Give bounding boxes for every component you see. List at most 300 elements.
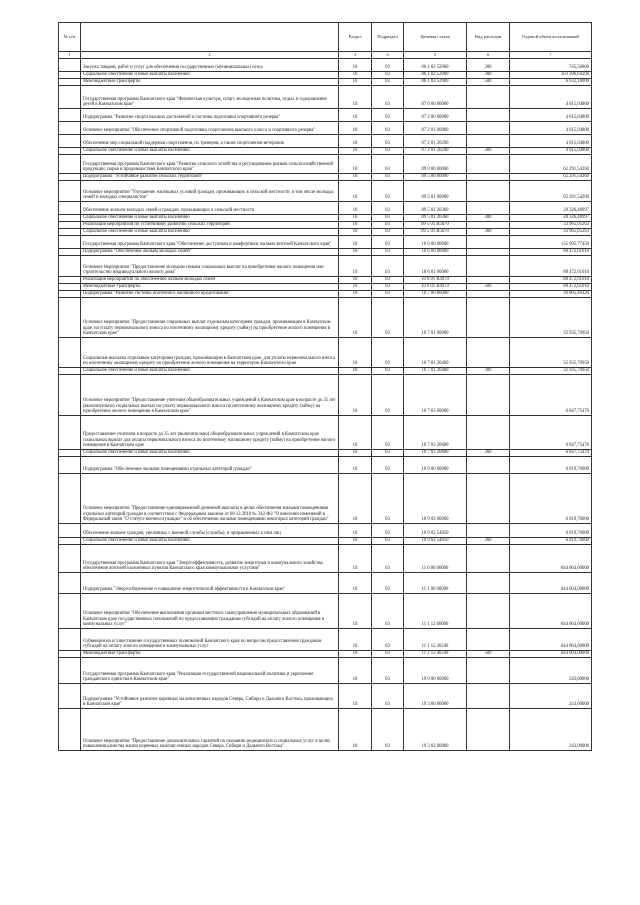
- row-podrazdel-cell: 03: [372, 256, 404, 277]
- table-row: [59, 684, 592, 709]
- row-name-cell: Основное мероприятие "Обеспечение выполнения органами местного самоуправления муниципальных образований в Камчатском крае государственных полномочий по предоставлению гражданам субсидий на оплату жилого помещения и коммунальных услуг": [81, 594, 339, 629]
- row-amount-cell: 6 819,70000: [510, 538, 592, 545]
- row-name-cell: Государственная программа Камчатского края "Реализация государственной национальной политики и укрепление гражданского единства в Камчатском крае": [81, 658, 339, 684]
- row-razdel-cell: 10: [339, 202, 372, 215]
- row-amount-cell: 28 326,48997: [510, 215, 592, 222]
- row-vr-cell: 300: [467, 368, 510, 375]
- column-number: 1: [59, 52, 81, 59]
- table-row: [59, 524, 592, 538]
- row-podrazdel-cell: 03: [372, 298, 404, 338]
- row-amount-cell: 88 472,61010: [510, 277, 592, 284]
- row-podrazdel-cell: 03: [372, 277, 404, 284]
- row-number-cell: [59, 79, 81, 86]
- row-razdel-cell: 10: [339, 59, 372, 72]
- row-csr-cell: 10 7 03 00000: [404, 375, 467, 416]
- row-vr-cell: [467, 573, 510, 594]
- row-name-cell: Реализация мероприятий по обеспечению жильем молодых семей: [81, 277, 339, 284]
- row-number-cell: [59, 709, 81, 751]
- row-razdel-cell: 10: [339, 629, 372, 651]
- row-number-cell: [59, 236, 81, 249]
- row-name-cell: Межбюджетные трансферты: [81, 651, 339, 658]
- table-row: [59, 72, 592, 79]
- table-row: [59, 298, 592, 338]
- row-name-cell: Основное мероприятие "Предоставление учителям общеобразовательных учреждений в Камчатском крае в возрасте до 35 лет (включительно) социальных выплат на уплату первоначального взноса по ипотечному жилищному кредиту (займу) на приобретение жилого помещения в Камчатском крае": [81, 375, 339, 416]
- row-csr-cell: 09 0 00 00000: [404, 155, 467, 174]
- row-number-cell: [59, 573, 81, 594]
- row-csr-cell: 10 6 01 00000: [404, 256, 467, 277]
- row-podrazdel-cell: 03: [372, 291, 404, 298]
- row-amount-cell: 39 805,46420: [510, 291, 592, 298]
- row-name-cell: Основное мероприятие "Предоставление дополнительных гарантий по оказанию медицинских и социальных услуг в целях повышения качества жизни коренных малочисленных народов Севера, Сибири и Дальнего Востока": [81, 709, 339, 751]
- row-vr-cell: [467, 122, 510, 135]
- row-name-cell: Социальное обеспечение и иные выплаты населению: [81, 450, 339, 457]
- row-podrazdel-cell: 03: [372, 249, 404, 256]
- table-row: [59, 284, 592, 291]
- header-podrazdel: Подраздел: [372, 23, 404, 52]
- row-amount-cell: 6 819,70000: [510, 524, 592, 538]
- row-csr-cell: 10 7 03 20680: [404, 416, 467, 450]
- row-amount-cell: 6 032,10000: [510, 79, 592, 86]
- row-number-cell: [59, 249, 81, 256]
- table-row: [59, 174, 592, 181]
- row-number-cell: [59, 284, 81, 291]
- row-csr-cell: 06 1 02 52900: [404, 72, 467, 79]
- row-vr-cell: [467, 222, 510, 229]
- row-podrazdel-cell: 03: [372, 594, 404, 629]
- header-amount: Годовой объем ассигнований: [510, 23, 592, 52]
- row-amount-cell: 4 015,04800: [510, 148, 592, 155]
- row-name-cell: Обеспечение жильем граждан, уволенных с военной службы (службы), и приравненных к ним лиц: [81, 524, 339, 538]
- row-vr-cell: [467, 658, 510, 684]
- row-vr-cell: 500: [467, 79, 510, 86]
- row-name-cell: Межбюджетные трансферты: [81, 284, 339, 291]
- row-amount-cell: 32 935,70950: [510, 368, 592, 375]
- row-csr-cell: 10 7 01 20400: [404, 338, 467, 368]
- row-number-cell: [59, 122, 81, 135]
- row-number-cell: [59, 457, 81, 474]
- row-name-cell: Социальное обеспечение и иные выплаты населению: [81, 72, 339, 79]
- row-podrazdel-cell: 03: [372, 658, 404, 684]
- row-vr-cell: [467, 155, 510, 174]
- row-podrazdel-cell: 03: [372, 86, 404, 109]
- row-podrazdel-cell: 03: [372, 174, 404, 181]
- row-vr-cell: 300: [467, 450, 510, 457]
- row-name-cell: Социальное обеспечение и иные выплаты населению: [81, 148, 339, 155]
- row-amount-cell: 6 847,75470: [510, 416, 592, 450]
- row-podrazdel-cell: 03: [372, 215, 404, 222]
- row-number-cell: [59, 416, 81, 450]
- row-csr-cell: 11 1 12 00000: [404, 594, 467, 629]
- row-number-cell: [59, 594, 81, 629]
- row-razdel-cell: 10: [339, 79, 372, 86]
- row-number-cell: [59, 202, 81, 215]
- row-amount-cell: 4 015,04800: [510, 109, 592, 122]
- row-csr-cell: 09 5 01 00000: [404, 181, 467, 202]
- row-number-cell: [59, 109, 81, 122]
- row-vr-cell: 500: [467, 284, 510, 291]
- row-razdel-cell: 10: [339, 524, 372, 538]
- row-podrazdel-cell: 03: [372, 202, 404, 215]
- table-row: [59, 122, 592, 135]
- row-number-cell: [59, 59, 81, 72]
- row-csr-cell: 11 0 00 00000: [404, 545, 467, 573]
- row-name-cell: Обеспечение мер социальной поддержки спортсменов, их тренеров, а также спортсменов-ветеранов: [81, 135, 339, 148]
- row-vr-cell: 300: [467, 229, 510, 236]
- table-row: [59, 181, 592, 202]
- table-row: [59, 202, 592, 215]
- row-csr-cell: 10 9 02 54850: [404, 538, 467, 545]
- row-podrazdel-cell: 03: [372, 284, 404, 291]
- row-csr-cell: 09 5 01 R5670: [404, 222, 467, 229]
- row-vr-cell: [467, 416, 510, 450]
- row-podrazdel-cell: 03: [372, 368, 404, 375]
- row-number-cell: [59, 368, 81, 375]
- row-name-cell: Подпрограмма "Обеспечение жилыми помещениями отдельных категорий граждан": [81, 457, 339, 474]
- row-name-cell: Государственная программа Камчатского края "Физическая культура, спорт, молодежная политика, отдых и оздоровление детей в Камчатском крае": [81, 86, 339, 109]
- row-podrazdel-cell: 03: [372, 538, 404, 545]
- row-vr-cell: [467, 684, 510, 709]
- row-razdel-cell: 10: [339, 135, 372, 148]
- row-number-cell: [59, 229, 81, 236]
- row-podrazdel-cell: 03: [372, 651, 404, 658]
- row-amount-cell: 62 291,54260: [510, 155, 592, 174]
- row-name-cell: Основное мероприятие "Предоставление единовременной денежной выплаты в целях обеспечения жилыми помещениями отдельных категорий граждан в соответствии с Федеральным законом от 08.12.2010 № 342-ФЗ "О внесении изменений в Федеральный закон "О статусе военнослужащих" и об обеспечении жилыми помещениями некоторых категорий граждан": [81, 474, 339, 524]
- header-vr: Вид расходов: [467, 23, 510, 52]
- table-row: [59, 249, 592, 256]
- row-razdel-cell: 10: [339, 338, 372, 368]
- row-name-cell: Подпрограмма "Энергосбережение и повышение энергетической эффективности в Камчатском крае": [81, 573, 339, 594]
- row-number-cell: [59, 155, 81, 174]
- table-row: [59, 236, 592, 249]
- row-number-cell: [59, 338, 81, 368]
- row-csr-cell: 19 3 02 00000: [404, 709, 467, 751]
- row-number-cell: [59, 684, 81, 709]
- row-csr-cell: 07 2 01 00000: [404, 122, 467, 135]
- row-podrazdel-cell: 03: [372, 545, 404, 573]
- row-amount-cell: 6 847,75470: [510, 450, 592, 457]
- row-csr-cell: 10 7 03 20680: [404, 450, 467, 457]
- row-name-cell: Основное мероприятие "Обеспечение спортивной подготовки спортсменов высокого класса и спортивного резерва": [81, 122, 339, 135]
- row-amount-cell: 103 396,64200: [510, 72, 592, 79]
- row-amount-cell: 243,00000: [510, 709, 592, 751]
- row-vr-cell: [467, 338, 510, 368]
- table-row: [59, 229, 592, 236]
- row-vr-cell: [467, 236, 510, 249]
- header-csr: Целевая статья: [404, 23, 467, 52]
- row-name-cell: Подпрограмма "Развитие спорта высших достижений и системы подготовки спортивного резерва": [81, 109, 339, 122]
- row-name-cell: Основное мероприятие "Предоставление социальных выплат отдельным категориям граждан, проживающим в Камчатском крае, на уплату первоначального взноса по ипотечному жилищному кредиту (займу) на приобретение жилого помещения в Камчатском крае": [81, 298, 339, 338]
- row-name-cell: Подпрограмма "Развитие системы ипотечного жилищного кредитования": [81, 291, 339, 298]
- row-razdel-cell: 10: [339, 538, 372, 545]
- row-csr-cell: 07 2 01 20290: [404, 135, 467, 148]
- row-amount-cell: 62 291,54260: [510, 181, 592, 202]
- column-number: 5: [404, 52, 467, 59]
- row-number-cell: [59, 298, 81, 338]
- row-vr-cell: [467, 291, 510, 298]
- row-razdel-cell: 10: [339, 229, 372, 236]
- row-podrazdel-cell: 03: [372, 72, 404, 79]
- row-csr-cell: 06 1 02 52900: [404, 79, 467, 86]
- header-no: № п/п: [59, 23, 81, 52]
- table-row: [59, 277, 592, 284]
- row-podrazdel-cell: 03: [372, 109, 404, 122]
- row-razdel-cell: 10: [339, 222, 372, 229]
- row-csr-cell: 19 0 00 00000: [404, 658, 467, 684]
- row-razdel-cell: 10: [339, 474, 372, 524]
- row-amount-cell: 644 064,00000: [510, 573, 592, 594]
- row-csr-cell: 09 5 01 R5670: [404, 229, 467, 236]
- row-podrazdel-cell: 03: [372, 229, 404, 236]
- row-number-cell: [59, 291, 81, 298]
- row-csr-cell: 11 1 00 00000: [404, 573, 467, 594]
- row-csr-cell: 06 1 02 52900: [404, 59, 467, 72]
- table-row: [59, 256, 592, 277]
- row-number-cell: [59, 181, 81, 202]
- row-razdel-cell: 10: [339, 375, 372, 416]
- row-csr-cell: 09 5 01 20360: [404, 202, 467, 215]
- row-name-cell: Обеспечение жильем молодых семей и граждан, проживающих в сельской местности: [81, 202, 339, 215]
- row-podrazdel-cell: 03: [372, 457, 404, 474]
- row-vr-cell: 300: [467, 215, 510, 222]
- row-vr-cell: [467, 249, 510, 256]
- row-amount-cell: 4 015,04800: [510, 135, 592, 148]
- row-csr-cell: 10 7 01 20400: [404, 368, 467, 375]
- row-vr-cell: [467, 256, 510, 277]
- row-amount-cell: 6 819,70000: [510, 474, 592, 524]
- row-vr-cell: 500: [467, 651, 510, 658]
- row-name-cell: Государственная программа Камчатского края "Обеспечение доступным и комфортным жильем жителей Камчатского края": [81, 236, 339, 249]
- row-amount-cell: 644 064,00000: [510, 594, 592, 629]
- table-row: [59, 148, 592, 155]
- table-row: [59, 86, 592, 109]
- row-podrazdel-cell: 03: [372, 684, 404, 709]
- row-razdel-cell: 10: [339, 416, 372, 450]
- row-number-cell: [59, 256, 81, 277]
- row-amount-cell: 88 472,61010: [510, 249, 592, 256]
- column-number-row: [59, 52, 592, 59]
- row-csr-cell: 10 7 01 00000: [404, 298, 467, 338]
- row-amount-cell: 644 064,00000: [510, 629, 592, 651]
- row-name-cell: Закупка товаров, работ и услуг для обеспечения государственных (муниципальных) нужд: [81, 59, 339, 72]
- header-name: [81, 23, 339, 52]
- row-podrazdel-cell: 03: [372, 122, 404, 135]
- row-vr-cell: 300: [467, 148, 510, 155]
- row-vr-cell: [467, 709, 510, 751]
- row-amount-cell: 33 965,05263: [510, 222, 592, 229]
- row-amount-cell: 243,00000: [510, 684, 592, 709]
- row-razdel-cell: 10: [339, 249, 372, 256]
- row-podrazdel-cell: 03: [372, 236, 404, 249]
- row-podrazdel-cell: 03: [372, 222, 404, 229]
- row-vr-cell: [467, 277, 510, 284]
- row-number-cell: [59, 215, 81, 222]
- row-name-cell: Социальные выплаты отдельным категориям граждан, проживающим в Камчатском крае, для уплаты первоначального взноса по ипотечному жилищному кредиту на приобретение жилого помещения на территории Камчатского края: [81, 338, 339, 368]
- row-razdel-cell: 10: [339, 658, 372, 684]
- row-number-cell: [59, 538, 81, 545]
- table-row: [59, 215, 592, 222]
- row-csr-cell: 11 1 12 40240: [404, 629, 467, 651]
- row-csr-cell: 10 6 01 R4970: [404, 277, 467, 284]
- row-podrazdel-cell: 03: [372, 416, 404, 450]
- row-csr-cell: 10 6 00 00000: [404, 249, 467, 256]
- row-vr-cell: [467, 524, 510, 538]
- row-name-cell: Межбюджетные трансферты: [81, 79, 339, 86]
- row-name-cell: Основное мероприятие "Улучшение жилищных условий граждан, проживающих в сельской местности, в том числе молодых семей и молодых специалистов": [81, 181, 339, 202]
- row-name-cell: Социальное обеспечение и иные выплаты населению: [81, 368, 339, 375]
- row-vr-cell: [467, 298, 510, 338]
- row-csr-cell: 10 6 01 R4970: [404, 284, 467, 291]
- row-number-cell: [59, 524, 81, 538]
- row-podrazdel-cell: 03: [372, 709, 404, 751]
- row-podrazdel-cell: 03: [372, 148, 404, 155]
- table-row: [59, 629, 592, 651]
- row-vr-cell: [467, 109, 510, 122]
- row-name-cell: Государственная программа Камчатского края "Энергоэффективность, развитие энергетики и коммунального хозяйства, обеспечение жителей населенных пунктов Камчатского края коммунальными услугами": [81, 545, 339, 573]
- row-razdel-cell: 10: [339, 457, 372, 474]
- row-vr-cell: [467, 135, 510, 148]
- row-razdel-cell: 10: [339, 256, 372, 277]
- row-amount-cell: 243,00000: [510, 658, 592, 684]
- row-amount-cell: 6 819,70000: [510, 457, 592, 474]
- header-razdel: Раздел: [339, 23, 372, 52]
- row-amount-cell: 32 935,70950: [510, 338, 592, 368]
- table-row: [59, 474, 592, 524]
- row-vr-cell: 200: [467, 59, 510, 72]
- row-razdel-cell: 10: [339, 86, 372, 109]
- column-number: 7: [510, 52, 592, 59]
- row-vr-cell: [467, 86, 510, 109]
- row-podrazdel-cell: 03: [372, 59, 404, 72]
- row-vr-cell: [467, 202, 510, 215]
- row-vr-cell: [467, 474, 510, 524]
- table-row: [59, 651, 592, 658]
- row-razdel-cell: 10: [339, 72, 372, 79]
- row-number-cell: [59, 222, 81, 229]
- row-name-cell: Подпрограмма "Устойчивое развитие коренных малочисленных народов Севера, Сибири и Дальнего Востока, проживающих в Камчатском крае": [81, 684, 339, 709]
- row-csr-cell: 10 7 00 00000: [404, 291, 467, 298]
- row-vr-cell: [467, 181, 510, 202]
- row-amount-cell: 644 064,00000: [510, 545, 592, 573]
- row-vr-cell: [467, 457, 510, 474]
- table-row: [59, 222, 592, 229]
- table-row: [59, 79, 592, 86]
- row-podrazdel-cell: 03: [372, 474, 404, 524]
- table-row: [59, 450, 592, 457]
- row-amount-cell: 88 472,61010: [510, 284, 592, 291]
- row-number-cell: [59, 72, 81, 79]
- row-podrazdel-cell: 03: [372, 573, 404, 594]
- table-row: [59, 338, 592, 368]
- table-row: [59, 709, 592, 751]
- column-number: 4: [372, 52, 404, 59]
- table-row: [59, 416, 592, 450]
- row-podrazdel-cell: 03: [372, 79, 404, 86]
- table-row: [59, 375, 592, 416]
- table-row: [59, 155, 592, 174]
- table-row: [59, 573, 592, 594]
- row-number-cell: [59, 658, 81, 684]
- row-razdel-cell: 10: [339, 709, 372, 751]
- row-razdel-cell: 10: [339, 236, 372, 249]
- row-podrazdel-cell: 03: [372, 524, 404, 538]
- header-row: [59, 23, 592, 52]
- row-amount-cell: 4 015,04800: [510, 86, 592, 109]
- row-csr-cell: 10 9 02 54850: [404, 524, 467, 538]
- table-row: [59, 59, 592, 72]
- row-razdel-cell: 10: [339, 155, 372, 174]
- row-number-cell: [59, 651, 81, 658]
- row-number-cell: [59, 135, 81, 148]
- table-row: [59, 109, 592, 122]
- table-row: [59, 457, 592, 474]
- row-razdel-cell: 10: [339, 181, 372, 202]
- row-name-cell: Подпрограмма "Обеспечение жильем молодых семей": [81, 249, 339, 256]
- row-razdel-cell: 10: [339, 545, 372, 573]
- row-razdel-cell: 10: [339, 450, 372, 457]
- table-row: [59, 368, 592, 375]
- row-razdel-cell: 10: [339, 109, 372, 122]
- column-number: 6: [467, 52, 510, 59]
- row-vr-cell: 300: [467, 72, 510, 79]
- row-number-cell: [59, 277, 81, 284]
- table-row: [59, 291, 592, 298]
- row-csr-cell: 10 9 02 00000: [404, 474, 467, 524]
- row-razdel-cell: 10: [339, 291, 372, 298]
- row-razdel-cell: 10: [339, 368, 372, 375]
- row-number-cell: [59, 174, 81, 181]
- row-number-cell: [59, 86, 81, 109]
- row-name-cell: Субвенции на осуществление государственных полномочий Камчатского края по вопросам предоставления гражданам субсидий на оплату жилого помещения и коммунальных услуг: [81, 629, 339, 651]
- row-amount-cell: 32 935,70950: [510, 298, 592, 338]
- row-amount-cell: 644 064,00000: [510, 651, 592, 658]
- row-number-cell: [59, 474, 81, 524]
- row-razdel-cell: 10: [339, 594, 372, 629]
- row-amount-cell: 6 847,75470: [510, 375, 592, 416]
- table-row: [59, 594, 592, 629]
- row-csr-cell: 10 0 00 00000: [404, 236, 467, 249]
- row-amount-cell: 62 291,54260: [510, 174, 592, 181]
- row-podrazdel-cell: 03: [372, 450, 404, 457]
- table-row: [59, 545, 592, 573]
- row-vr-cell: [467, 594, 510, 629]
- row-amount-cell: 28 326,48997: [510, 202, 592, 215]
- row-razdel-cell: 10: [339, 277, 372, 284]
- row-razdel-cell: 10: [339, 651, 372, 658]
- row-podrazdel-cell: 03: [372, 135, 404, 148]
- row-razdel-cell: 10: [339, 298, 372, 338]
- row-razdel-cell: 10: [339, 148, 372, 155]
- row-razdel-cell: 10: [339, 174, 372, 181]
- row-csr-cell: 09 5 01 20360: [404, 215, 467, 222]
- row-vr-cell: [467, 174, 510, 181]
- row-number-cell: [59, 545, 81, 573]
- row-amount-cell: 4 015,04800: [510, 122, 592, 135]
- table-row: [59, 658, 592, 684]
- row-amount-cell: 88 472,61010: [510, 256, 592, 277]
- row-name-cell: Основное мероприятие "Предоставление молодым семьям социальных выплат на приобретение жилого помещения или строительство индивидуального жилого дома": [81, 256, 339, 277]
- row-number-cell: [59, 148, 81, 155]
- row-name-cell: Подпрограмма "Устойчивое развитие сельских территорий": [81, 174, 339, 181]
- row-vr-cell: [467, 545, 510, 573]
- row-vr-cell: 300: [467, 538, 510, 545]
- row-podrazdel-cell: 03: [372, 375, 404, 416]
- row-razdel-cell: 10: [339, 215, 372, 222]
- row-csr-cell: 07 2 01 20290: [404, 148, 467, 155]
- row-number-cell: [59, 450, 81, 457]
- budget-table: [58, 22, 592, 751]
- row-vr-cell: [467, 375, 510, 416]
- row-csr-cell: 07 0 00 00000: [404, 86, 467, 109]
